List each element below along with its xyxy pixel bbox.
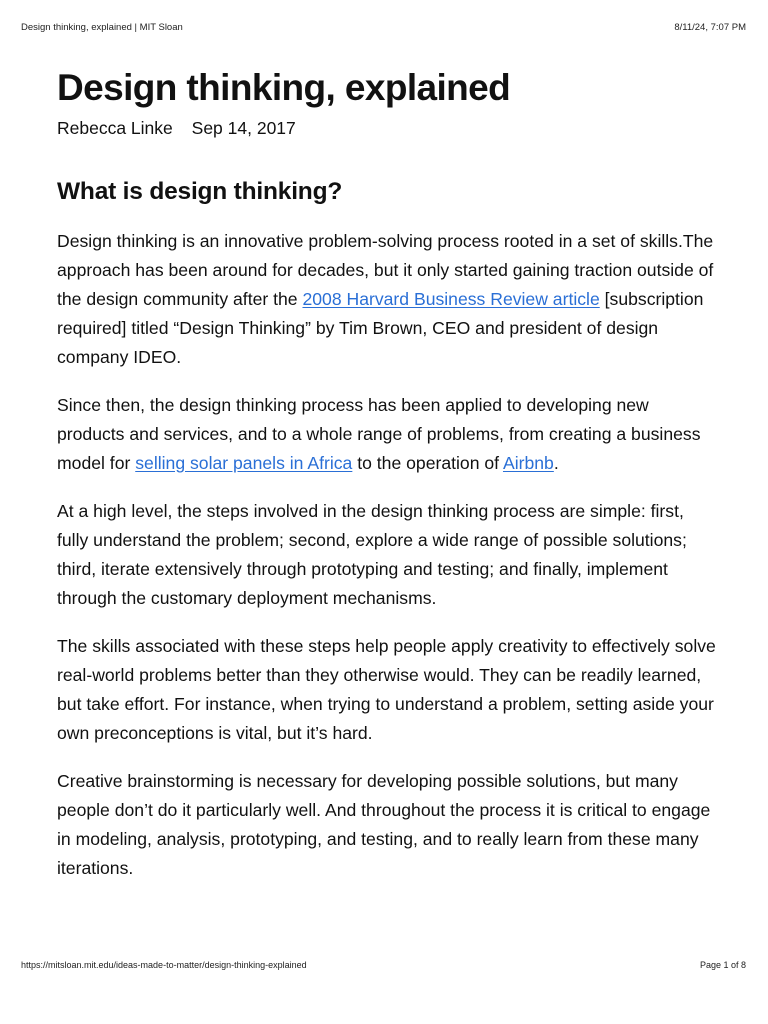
paragraph-text: Design thinking is an innovative problem-solving process rooted in a set of skills.The approach has been around for decades, but it only started gaining traction outside of the design community after the: [57, 231, 714, 309]
print-footer: [21, 960, 746, 970]
publish-date: Sep 14, 2017: [191, 118, 296, 138]
link-hbr-article[interactable]: 2008 Harvard Business Review article: [302, 289, 600, 309]
paragraph-steps: At a high level, the steps involved in the design thinking process are simple: first, fully understand the problem; second, explore a wide range of possible solutions; third, iterate extensively through prototyping and testing; and finally, implement through the customary deployment mechanisms.: [57, 501, 687, 608]
paragraph-intro: [57, 227, 717, 372]
print-footer-page-number: Page 1 of 8: [699, 960, 746, 970]
link-solar-panels-africa[interactable]: selling solar panels in Africa: [135, 453, 353, 473]
print-header-page-title: Design thinking, explained | MIT Sloan: [21, 22, 183, 33]
link-airbnb[interactable]: Airbnb: [502, 453, 554, 473]
print-header: [21, 22, 746, 33]
paragraph-text: .: [553, 453, 559, 473]
section-heading: What is design thinking?: [57, 178, 343, 205]
print-footer-url: https://mitsloan.mit.edu/ideas-made-to-matter/design-thinking-explained: [21, 960, 307, 970]
paragraph-skills: The skills associated with these steps help people apply creativity to effectively solve real-world problems better than they otherwise would. They can be readily learned, but take effort. For instance, when trying to understand a problem, setting aside your own preconceptions is vital, but it’s hard.: [57, 636, 716, 743]
article: [57, 64, 717, 883]
print-header-timestamp: 8/11/24, 7:07 PM: [674, 22, 746, 33]
paragraph-text: Since then, the design thinking process has been applied to developing new products and services, and to a whole range of problems, from creating a business model for: [57, 395, 701, 473]
byline: [57, 115, 717, 141]
paragraph-applications: [57, 391, 717, 478]
author-name: Rebecca Linke: [57, 118, 173, 138]
paragraph-text: to the operation of: [352, 453, 503, 473]
paragraph-text: [subscription required] titled “Design Thinking” by Tim Brown, CEO and president of design company IDEO.: [57, 289, 704, 367]
paragraph-brainstorming: Creative brainstorming is necessary for developing possible solutions, but many people don’t do it particularly well. And throughout the process it is critical to engage in modeling, analysis, prototyping, and testing, and to really learn from these many iterations.: [57, 771, 711, 878]
article-title: Design thinking, explained: [57, 67, 511, 108]
